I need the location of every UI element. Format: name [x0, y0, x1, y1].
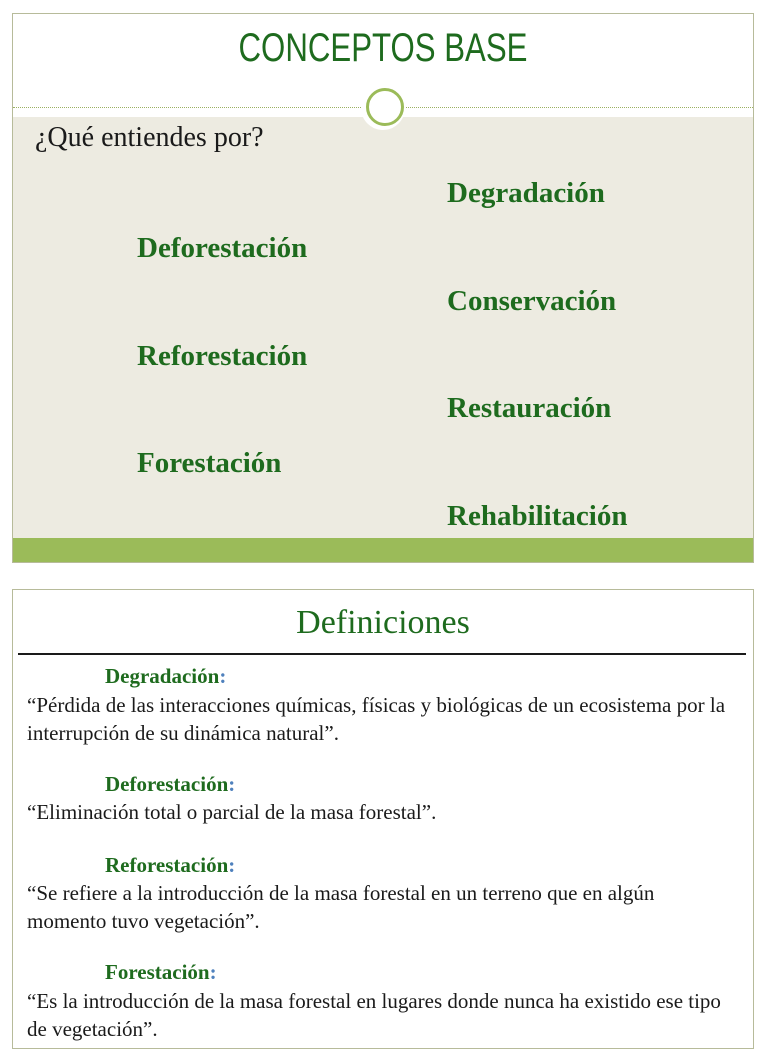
slide-title: CONCEPTOS BASE: [238, 26, 528, 70]
title-underline: [18, 653, 746, 655]
term-label: Degradación: [105, 664, 220, 688]
question-text: ¿Qué entiendes por?: [35, 122, 264, 153]
definition-term-degradacion: [105, 664, 226, 689]
term-colon: :: [228, 853, 236, 877]
term-conservacion: Conservación: [447, 285, 617, 317]
term-label: Forestación: [105, 960, 210, 984]
term-restauracion: Restauración: [447, 392, 612, 424]
definition-text-forestacion: “Es la introducción de la masa forestal en lugares donde nunca ha existido ese tipo de vegetación”.: [27, 989, 721, 1041]
definition-term-deforestacion: [105, 772, 235, 797]
definition-text-deforestacion: “Eliminación total o parcial de la masa forestal”.: [27, 800, 437, 824]
term-reforestacion: Reforestación: [137, 340, 308, 372]
definition-text-reforestacion: “Se refiere a la introducción de la masa forestal en un terreno que en algún momento tuvo vegetación”.: [27, 881, 655, 933]
slide-title: Definiciones: [296, 604, 470, 641]
term-colon: :: [228, 772, 236, 796]
slide-definiciones: [12, 589, 754, 1049]
slide-conceptos-base: [12, 13, 754, 563]
definition-text-degradacion: “Pérdida de las interacciones químicas, físicas y biológicas de un ecosistema por la interrupción de su dinámica natural”.: [27, 693, 726, 745]
term-colon: :: [209, 960, 217, 984]
definition-term-forestacion: [105, 960, 217, 985]
footer-bar: [13, 538, 753, 563]
slide-body: [13, 117, 753, 539]
term-rehabilitacion: Rehabilitación: [447, 500, 628, 532]
term-forestacion: Forestación: [137, 447, 282, 479]
term-deforestacion: Deforestación: [137, 232, 308, 264]
term-label: Deforestación: [105, 772, 229, 796]
definition-term-reforestacion: [105, 853, 235, 878]
term-colon: :: [219, 664, 227, 688]
term-degradacion: Degradación: [447, 177, 605, 209]
circle-ornament-icon: [366, 88, 404, 126]
term-label: Reforestación: [105, 853, 229, 877]
